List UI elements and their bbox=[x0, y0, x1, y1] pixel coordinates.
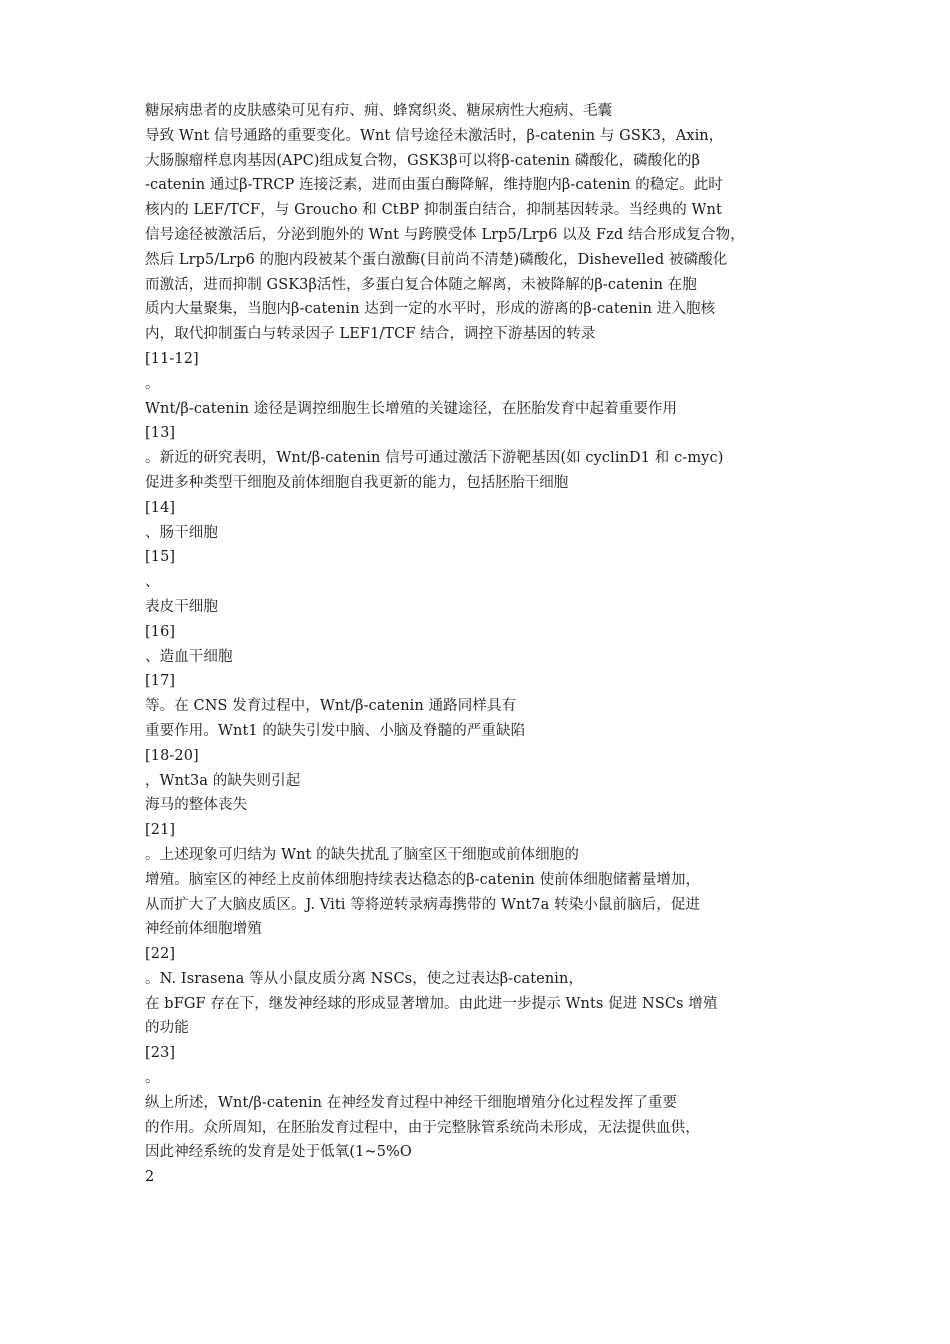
text-line: 质内大量聚集，当胞内β-catenin 达到一定的水平时，形成的游离的β-catenin 进入胞核 bbox=[145, 301, 716, 318]
citation-ref: [22] bbox=[145, 946, 176, 963]
text-line: 而激活，进而抑制 GSK3β活性，多蛋白复合体随之解离，未被降解的β-catenin 在胞 bbox=[145, 276, 697, 293]
text-line: 糖尿病患者的皮肤感染可见有疖、痈、蜂窝织炎、糖尿病性大疱病、毛囊 bbox=[145, 103, 613, 119]
citation-ref: [11-12] bbox=[145, 350, 199, 367]
text-line: 、 bbox=[145, 574, 160, 591]
citation-ref: [23] bbox=[145, 1045, 176, 1062]
text-line: 海马的整体丧失 bbox=[145, 797, 248, 814]
text-line: 、造血干细胞 bbox=[145, 648, 233, 665]
citation-ref: [17] bbox=[145, 673, 176, 690]
text-line: 神经前体细胞增殖 bbox=[145, 921, 262, 938]
text-line: 的功能 bbox=[145, 1020, 189, 1037]
text-line: 的作用。众所周知，在胚胎发育过程中，由于完整脉管系统尚未形成，无法提供血供， bbox=[145, 1119, 700, 1136]
citation-ref: [15] bbox=[145, 549, 176, 566]
citation-ref: [14] bbox=[145, 499, 176, 516]
body-text bbox=[145, 99, 825, 1190]
text-line: 纵上所述，Wnt/β-catenin 在神经发育过程中神经干细胞增殖分化过程发挥了重要 bbox=[145, 1094, 678, 1111]
citation-ref: [13] bbox=[145, 425, 176, 442]
text-line: 核内的 LEF/TCF，与 Groucho 和 CtBP 抑制蛋白结合，抑制基因转录。当经典的 Wnt bbox=[145, 202, 722, 219]
text-line: 。上述现象可归结为 Wnt 的缺失扰乱了脑室区干细胞或前体细胞的 bbox=[145, 846, 579, 863]
text-line: 在 bFGF 存在下，继发神经球的形成显著增加。由此进一步提示 Wnts 促进 NSCs 增殖 bbox=[145, 995, 718, 1012]
text-line: -catenin 通过β-TRCP 连接泛素，进而由蛋白酶降解，维持胞内β-catenin 的稳定。此时 bbox=[145, 177, 723, 194]
text-line: 。 bbox=[145, 1070, 160, 1087]
citation-ref: [18-20] bbox=[145, 747, 199, 764]
citation-ref: [21] bbox=[145, 822, 176, 839]
text-line: 。N. Israsena 等从小鼠皮质分离 NSCs，使之过表达β-catenin， bbox=[145, 970, 584, 987]
text-line: 然后 Lrp5/Lrp6 的胞内段被某个蛋白激酶(目前尚不清楚)磷酸化，Dishevelled 被磷酸化 bbox=[145, 251, 728, 268]
text-line: 等。在 CNS 发育过程中，Wnt/β-catenin 通路同样具有 bbox=[145, 698, 517, 715]
text-line: 、肠干细胞 bbox=[145, 524, 218, 541]
text-line: 导致 Wnt 信号通路的重要变化。Wnt 信号途径未激活时，β-catenin 与 GSK3，Axin， bbox=[145, 127, 724, 144]
text-line: Wnt/β-catenin 途径是调控细胞生长增殖的关键途径，在胚胎发育中起着重要作用 bbox=[145, 400, 678, 417]
text-line: 因此神经系统的发育是处于低氧(1~5%O bbox=[145, 1144, 412, 1161]
text-line: ，Wnt3a 的缺失则引起 bbox=[145, 772, 301, 789]
text-line: 大肠腺瘤样息肉基因(APC)组成复合物，GSK3β可以将β-catenin 磷酸化，磷酸化的β bbox=[145, 152, 701, 169]
text-line: 重要作用。Wnt1 的缺失引发中脑、小脑及脊髓的严重缺陷 bbox=[145, 722, 526, 739]
citation-ref: [16] bbox=[145, 623, 176, 640]
text-line: 增殖。脑室区的神经上皮前体细胞持续表达稳态的β-catenin 使前体细胞储蓄量增加， bbox=[145, 871, 701, 888]
text-line: 信号途径被激活后，分泌到胞外的 Wnt 与跨膜受体 Lrp5/Lrp6 以及 Fzd 结合形成复合物， bbox=[145, 226, 745, 243]
text-line: 。 bbox=[145, 375, 160, 392]
text-line: 表皮干细胞 bbox=[145, 598, 218, 615]
text-line: 2 bbox=[145, 1169, 155, 1186]
text-line: 从而扩大了大脑皮质区。J. Viti 等将逆转录病毒携带的 Wnt7a 转染小鼠前脑后，促进 bbox=[145, 896, 701, 913]
text-line: 。新近的研究表明，Wnt/β-catenin 信号可通过激活下游靶基因(如 cyclinD1 和 c-myc) bbox=[145, 450, 724, 467]
text-line: 内，取代抑制蛋白与转录因子 LEF1/TCF 结合，调控下游基因的转录 bbox=[145, 326, 596, 343]
text-line: 促进多种类型干细胞及前体细胞自我更新的能力，包括胚胎干细胞 bbox=[145, 474, 569, 491]
